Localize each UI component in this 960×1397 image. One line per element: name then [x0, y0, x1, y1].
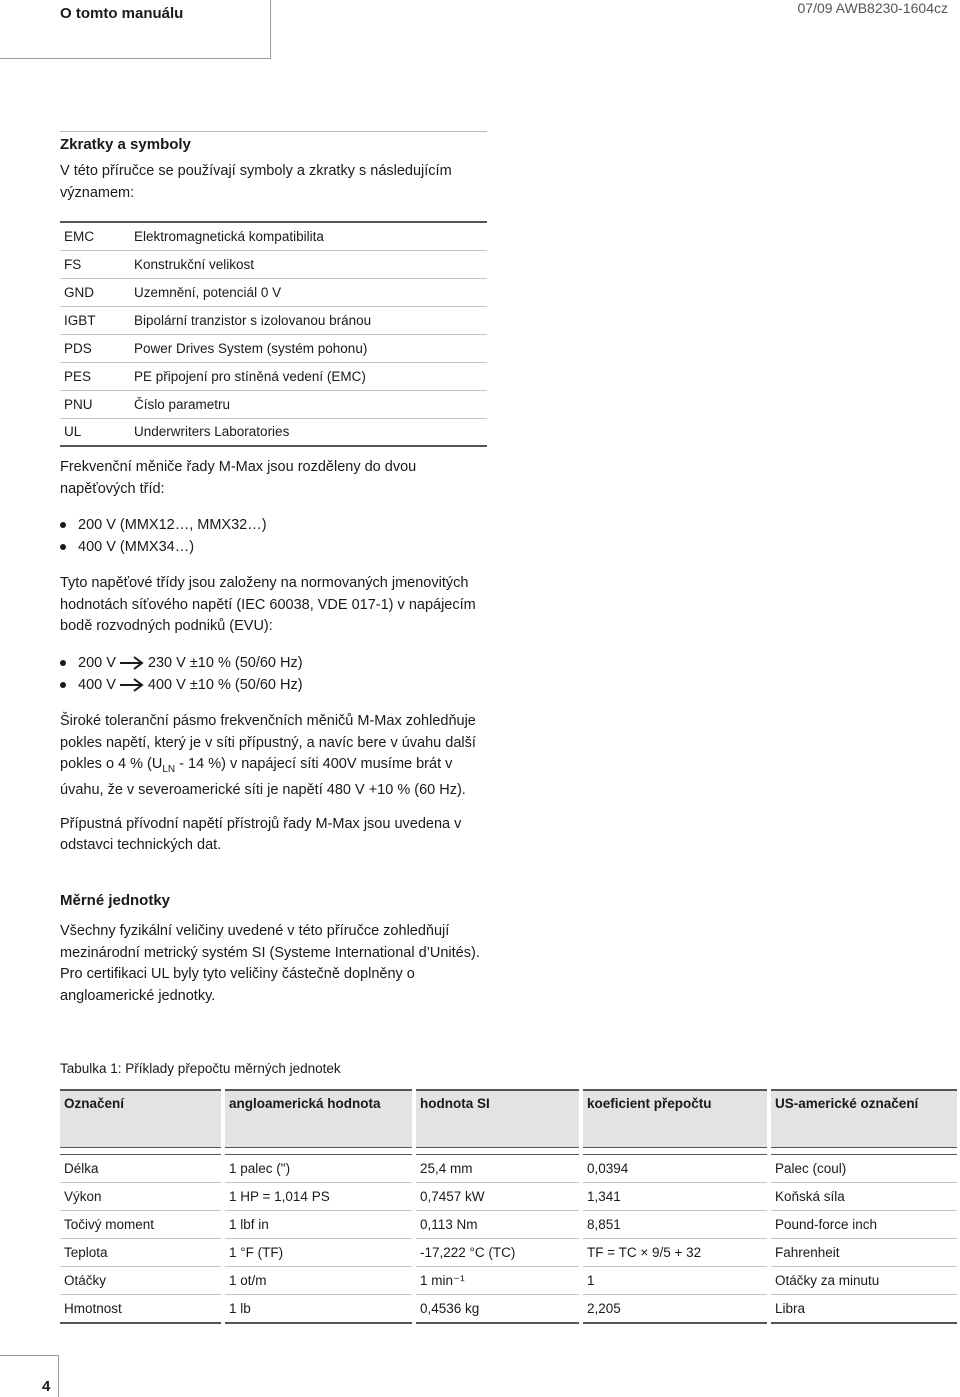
table-cell: 1 °F (TF) [223, 1239, 414, 1267]
table-cell: -17,222 °C (TC) [414, 1239, 581, 1267]
table-cell: Koňská síla [769, 1183, 957, 1211]
table-row [60, 278, 487, 306]
voltage-classes-list [60, 514, 487, 558]
table-row [60, 250, 487, 278]
table-cell: Fahrenheit [769, 1239, 957, 1267]
table-cell: 25,4 mm [414, 1155, 581, 1183]
abbreviation-meaning: Power Drives System (systém pohonu) [130, 334, 487, 362]
abbreviation-meaning: Číslo parametru [130, 390, 487, 418]
abbreviation: EMC [60, 222, 130, 250]
table-cell: 1 ot/m [223, 1267, 414, 1295]
table-row [60, 1155, 957, 1183]
tolerance-paragraph-2: Přípustná přívodní napětí přístrojů řady M-Max jsou uvedena v odstavci technických dat. [60, 815, 462, 854]
table-row [60, 1211, 957, 1239]
table-cell: Otáčky za minutu [769, 1267, 957, 1295]
table-row [60, 1267, 957, 1295]
list-item [60, 652, 487, 674]
section-title: O tomto manuálu [60, 5, 184, 22]
abbreviation-meaning: Underwriters Laboratories [130, 418, 487, 446]
tolerance-subscript: LN [162, 763, 176, 775]
arrow-right-icon [119, 678, 145, 692]
units-heading: Měrné jednotky [60, 892, 171, 909]
tolerance-text-a: Široké toleranční pásmo frekvenčních měničů M-Max zohledňuje pokles napětí, který je v síti přípustný, a navíc bere v úvahu další pokles o 4 % (U [60, 713, 476, 772]
abbreviation: PDS [60, 334, 130, 362]
units-paragraph: Všechny fyzikální veličiny uvedené v této příručce zohledňují mezinárodní metrický systém SI (Systeme International d’Unités). Pro certifikaci UL byly tyto veličiny částečně doplněny o angloamerické jednotky. [60, 923, 480, 1004]
abbreviations-heading: Zkratky a symboly [60, 136, 191, 153]
abbreviation: GND [60, 278, 130, 306]
abbreviations-table-wrap [60, 221, 487, 447]
column-header: angloamerická hodnota [223, 1090, 414, 1148]
table-row [60, 1295, 957, 1324]
table-cell: 0,7457 kW [414, 1183, 581, 1211]
table-cell: 0,0394 [581, 1155, 769, 1183]
table-row [60, 1183, 957, 1211]
abbreviation-meaning: Elektromagnetická kompatibilita [130, 222, 487, 250]
column-header: Označení [60, 1090, 223, 1148]
table-cell: 1 lb [223, 1295, 414, 1324]
table-cell: 1,341 [581, 1183, 769, 1211]
table-cell: Hmotnost [60, 1295, 223, 1324]
table-cell: 0,4536 kg [414, 1295, 581, 1324]
abbreviation: IGBT [60, 306, 130, 334]
table-row [60, 306, 487, 334]
table-row [60, 362, 487, 390]
table-cell: 1 min⁻¹ [414, 1267, 581, 1295]
arrow-right-icon [119, 656, 145, 670]
voltage-classes-intro: Frekvenční měniče řady M-Max jsou rozděleny do dvou napěťových tříd: [60, 459, 417, 497]
column-header: hodnota SI [414, 1090, 581, 1148]
abbreviation: PES [60, 362, 130, 390]
table-caption: Tabulka 1: Příklady přepočtu měrných jednotek [60, 1061, 341, 1076]
column-header: koeficient přepočtu [581, 1090, 769, 1148]
table-cell: Teplota [60, 1239, 223, 1267]
document-code: 07/09 AWB8230-1604cz [797, 0, 948, 16]
voltage-from: 400 V [78, 676, 116, 693]
table-cell: Délka [60, 1155, 223, 1183]
tolerance-section [60, 711, 487, 857]
table-cell: 1 HP = 1,014 PS [223, 1183, 414, 1211]
nominal-voltages-intro: Tyto napěťové třídy jsou založeny na normovaných jmenovitých hodnotách síťového napětí (IEC 60038, VDE 017-1) v napájecím bodě rozvodných podniků (EVU): [60, 575, 476, 634]
table-row [60, 390, 487, 418]
voltage-to: 230 V ±10 % (50/60 Hz) [147, 654, 303, 671]
table-cell: 1 palec (") [223, 1155, 414, 1183]
table-row [60, 222, 487, 250]
table-cell: Otáčky [60, 1267, 223, 1295]
table-cell: 1 lbf in [223, 1211, 414, 1239]
table-cell: Točivý moment [60, 1211, 223, 1239]
nominal-voltages-list [60, 652, 487, 696]
table-cell: 0,113 Nm [414, 1211, 581, 1239]
abbreviation: FS [60, 250, 130, 278]
abbreviation: UL [60, 418, 130, 446]
tolerance-text-b: - 14 %) v napájecí síti 400V musíme brát v úvahu, že v severoamerické síti je napětí 480 V +10 % (60 Hz). [60, 756, 466, 799]
abbreviation-meaning: PE připojení pro stíněná vedení (EMC) [130, 362, 487, 390]
table-row [60, 334, 487, 362]
units-section [60, 892, 487, 1007]
conversion-table [60, 1089, 957, 1324]
abbreviation-meaning: Uzemnění, potenciál 0 V [130, 278, 487, 306]
voltage-from: 200 V [78, 654, 116, 671]
table-cell: Pound-force inch [769, 1211, 957, 1239]
abbreviations-table [60, 221, 487, 447]
table-row [60, 1239, 957, 1267]
table-cell: 8,851 [581, 1211, 769, 1239]
list-item [60, 674, 487, 696]
list-item: 200 V (MMX12…, MMX32…) [60, 514, 487, 536]
table-header-row [60, 1090, 957, 1148]
abbreviation: PNU [60, 390, 130, 418]
abbreviation-meaning: Bipolární tranzistor s izolovanou bránou [130, 306, 487, 334]
table-cell: Libra [769, 1295, 957, 1324]
abbreviation-meaning: Konstrukční velikost [130, 250, 487, 278]
tolerance-paragraph [60, 711, 487, 802]
section-rule [60, 131, 487, 132]
table-cell: Palec (coul) [769, 1155, 957, 1183]
conversion-table-wrap [60, 1089, 957, 1324]
abbreviations-intro: V této příručce se používají symboly a zkratky s následujícím významem: [60, 163, 452, 201]
table-cell: TF = TC × 9/5 + 32 [581, 1239, 769, 1267]
voltage-classes-section [60, 457, 487, 558]
page-number: 4 [42, 1378, 51, 1395]
table-cell: Výkon [60, 1183, 223, 1211]
nominal-voltages-section [60, 573, 487, 696]
voltage-to: 400 V ±10 % (50/60 Hz) [147, 676, 303, 693]
list-item: 400 V (MMX34…) [60, 536, 487, 558]
table-row [60, 418, 487, 446]
table-cell: 2,205 [581, 1295, 769, 1324]
column-header: US-americké označení [769, 1090, 957, 1148]
abbreviations-section [60, 131, 487, 204]
table-cell: 1 [581, 1267, 769, 1295]
